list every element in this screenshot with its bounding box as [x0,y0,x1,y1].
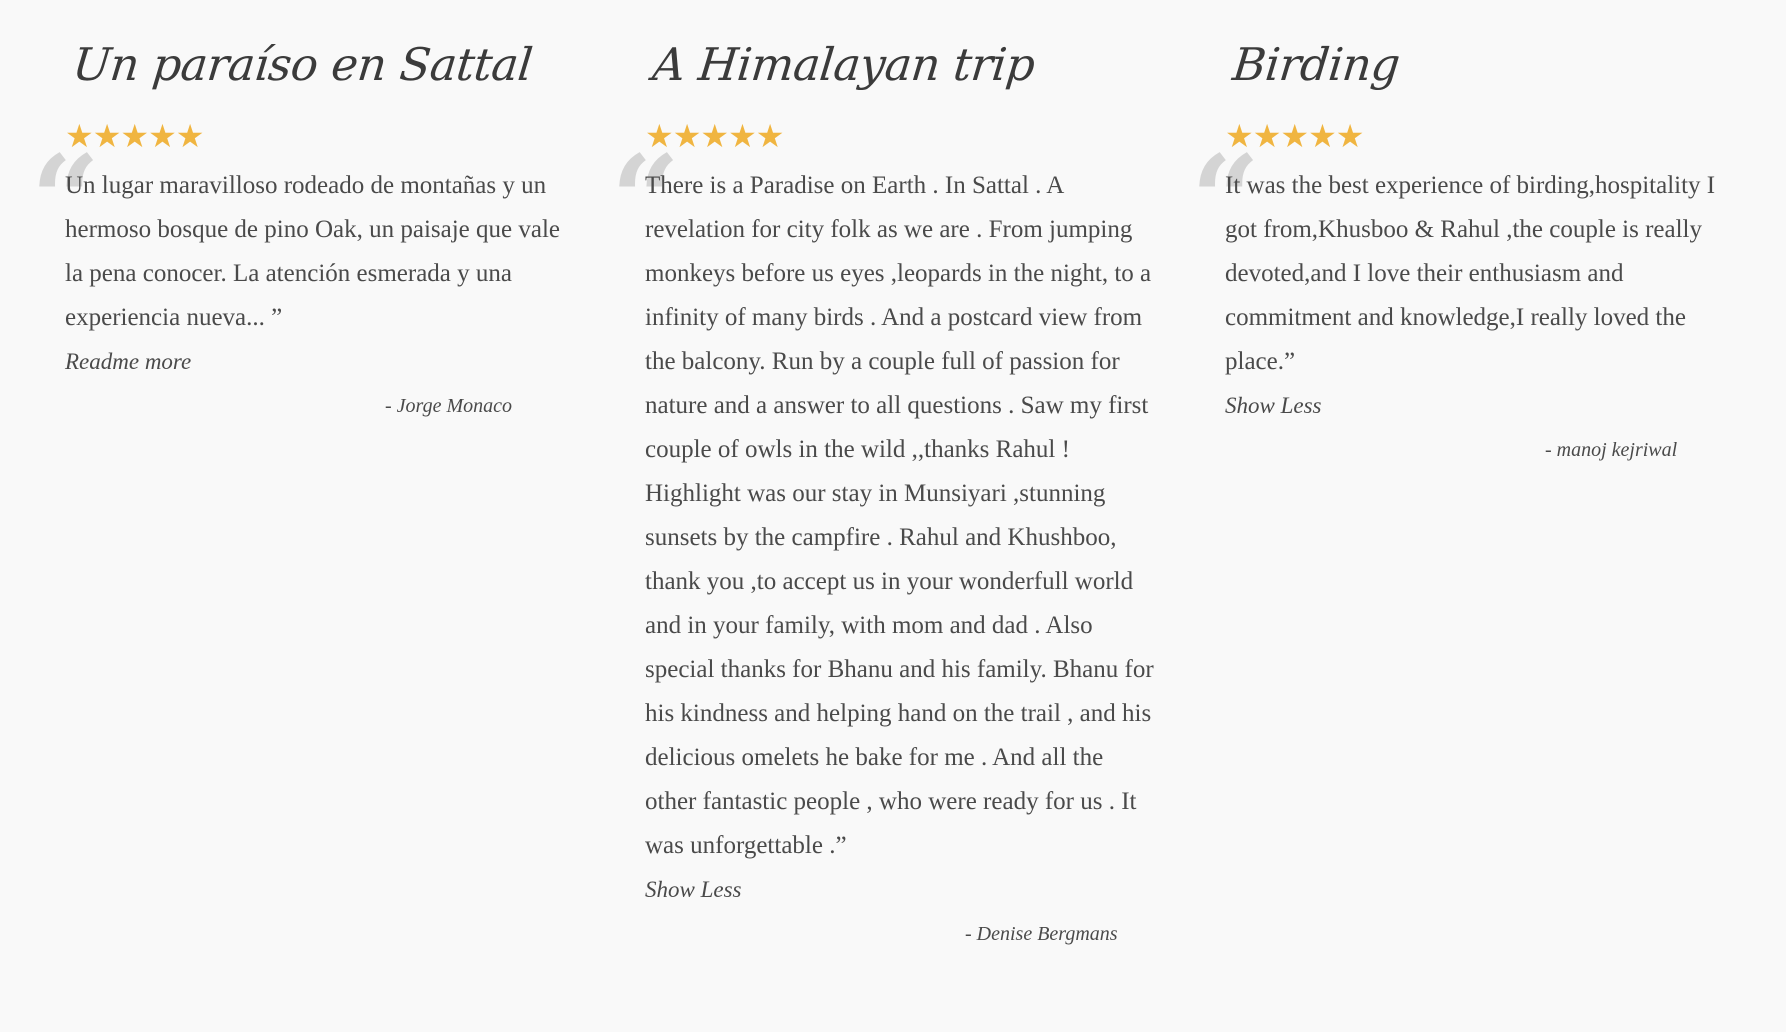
quote-icon: “ [611,129,681,270]
testimonial-text: Un lugar maravilloso rodeado de montañas y un hermoso bosque de pino Oak, un paisaje que vale la pena conocer. La atención esmerada y una experiencia nueva... ” [65,172,561,331]
testimonial-author: - Denise Bergmans [965,923,1118,945]
testimonial-body [645,164,1155,956]
testimonial-body [1225,164,1735,472]
testimonial-body [65,164,575,428]
testimonial-text: There is a Paradise on Earth . In Sattal . A revelation for city folk as we are . From jumping monkeys before us eyes ,leopards in the night, to a infinity of many birds . And a postcard view from the balcony. Run by a couple full of passion for nature and a answer to all questions . Saw my first couple of owls in the wild ,,thanks Rahul ! Highlight was our stay in Munsiyari ,stunning sunsets by the campfire . Rahul and Khushboo, thank you ,to accept us in your wonderfull world and in your family, with mom and dad . Also special thanks for Bhanu and his family. Bhanu for his kindness and helping hand on the trail , and his delicious omelets he bake for me . And all the other fantastic people , who were ready for us . It was unforgettable .” [645,172,1154,859]
testimonial-author: - Jorge Monaco [385,395,512,417]
testimonial-title: Birding [1230,38,1403,91]
star-rating-icon: ★★★★★ [645,117,784,155]
quote-icon: “ [31,129,101,270]
testimonial-title: A Himalayan trip [650,38,1038,91]
read-more-link[interactable]: Readme more [65,349,192,374]
testimonial-title: Un paraíso en Sattal [70,38,535,91]
star-rating-icon: ★★★★★ [65,117,204,155]
show-less-link[interactable]: Show Less [645,877,742,902]
testimonial-text: It was the best experience of birding,hospitality I got from,Khusboo & Rahul ,the couple is really devoted,and I love their enthusiasm and commitment and knowledge,I really loved the place.” [1225,172,1716,375]
quote-icon: “ [1191,129,1261,270]
show-less-link[interactable]: Show Less [1225,393,1322,418]
star-rating-icon: ★★★★★ [1225,117,1364,155]
testimonial-author: - manoj kejriwal [1545,439,1678,461]
